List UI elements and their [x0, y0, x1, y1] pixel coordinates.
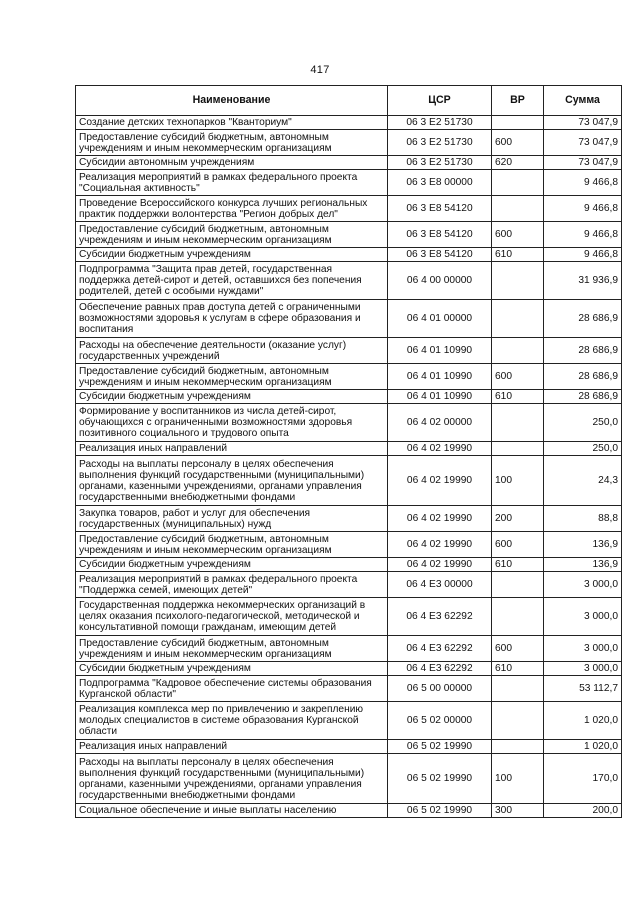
page-number: 417	[310, 64, 330, 76]
cell-csr: 06 4 01 00000	[388, 300, 492, 338]
cell-vr: 610	[492, 248, 544, 262]
table-row	[76, 222, 622, 248]
cell-vr	[492, 196, 544, 222]
cell-name: Государственная поддержка некоммерческих организаций в целях оказания психолого-педагогической, методической и консультативной помощи гражданам, имеющим детей	[76, 598, 388, 636]
table-row	[76, 804, 622, 818]
cell-sum: 250,0	[544, 442, 622, 456]
cell-sum: 200,0	[544, 804, 622, 818]
cell-vr	[492, 740, 544, 754]
cell-vr	[492, 702, 544, 740]
cell-vr: 600	[492, 364, 544, 390]
cell-csr: 06 4 E3 00000	[388, 572, 492, 598]
cell-vr	[492, 338, 544, 364]
cell-sum: 170,0	[544, 754, 622, 804]
cell-vr: 610	[492, 390, 544, 404]
cell-name: Реализация иных направлений	[76, 740, 388, 754]
cell-sum: 3 000,0	[544, 598, 622, 636]
cell-vr	[492, 676, 544, 702]
table-row	[76, 130, 622, 156]
table-row	[76, 702, 622, 740]
cell-sum: 3 000,0	[544, 662, 622, 676]
cell-csr: 06 4 02 19990	[388, 558, 492, 572]
cell-sum: 9 466,8	[544, 196, 622, 222]
cell-vr: 100	[492, 754, 544, 804]
cell-name: Предоставление субсидий бюджетным, автономным учреждениям и иным некоммерческим организациям	[76, 222, 388, 248]
cell-vr	[492, 300, 544, 338]
table-row	[76, 636, 622, 662]
cell-name: Реализация мероприятий в рамках федерального проекта "Поддержка семей, имеющих детей"	[76, 572, 388, 598]
cell-name: Создание детских технопарков "Кванториум"	[76, 116, 388, 130]
cell-name: Расходы на выплаты персоналу в целях обеспечения выполнения функций государственными (муниципальными) органами, казенными учреждениями, органами управления государственными внебюджетными фондами	[76, 754, 388, 804]
table-row	[76, 404, 622, 442]
cell-sum: 1 020,0	[544, 740, 622, 754]
cell-sum: 9 466,8	[544, 248, 622, 262]
cell-csr: 06 3 E2 51730	[388, 156, 492, 170]
table-row	[76, 390, 622, 404]
cell-vr: 600	[492, 532, 544, 558]
cell-name: Предоставление субсидий бюджетным, автономным учреждениям и иным некоммерческим организациям	[76, 364, 388, 390]
cell-sum: 28 686,9	[544, 390, 622, 404]
cell-name: Предоставление субсидий бюджетным, автономным учреждениям и иным некоммерческим организациям	[76, 636, 388, 662]
cell-sum: 136,9	[544, 532, 622, 558]
column-header-vr: ВР	[492, 86, 544, 116]
cell-vr: 600	[492, 130, 544, 156]
cell-csr: 06 5 00 00000	[388, 676, 492, 702]
table-row	[76, 364, 622, 390]
cell-name: Социальное обеспечение и иные выплаты населению	[76, 804, 388, 818]
cell-name: Формирование у воспитанников из числа детей-сирот, обучающихся с ограниченными возможностями здоровья позитивного социального и трудового опыта	[76, 404, 388, 442]
cell-csr: 06 4 01 10990	[388, 338, 492, 364]
table-row	[76, 262, 622, 300]
cell-name: Закупка товаров, работ и услуг для обеспечения государственных (муниципальных) нужд	[76, 506, 388, 532]
cell-name: Подпрограмма "Защита прав детей, государственная поддержка детей-сирот и детей, оставшихся без попечения родителей, детей с особыми нуждами"	[76, 262, 388, 300]
table-row	[76, 740, 622, 754]
cell-vr: 610	[492, 662, 544, 676]
cell-sum: 28 686,9	[544, 300, 622, 338]
table-row	[76, 558, 622, 572]
table-row	[76, 572, 622, 598]
cell-name: Обеспечение равных прав доступа детей с ограниченными возможностями здоровья к услугам в сфере образования и воспитания	[76, 300, 388, 338]
table-row	[76, 442, 622, 456]
cell-vr: 610	[492, 558, 544, 572]
cell-vr	[492, 572, 544, 598]
cell-vr: 600	[492, 222, 544, 248]
cell-csr: 06 5 02 19990	[388, 740, 492, 754]
table-row	[76, 506, 622, 532]
cell-name: Реализация комплекса мер по привлечению и закреплению молодых специалистов в системе образования Курганской области	[76, 702, 388, 740]
cell-vr	[492, 170, 544, 196]
cell-csr: 06 3 E2 51730	[388, 130, 492, 156]
cell-vr: 200	[492, 506, 544, 532]
table-row	[76, 456, 622, 506]
cell-csr: 06 4 01 10990	[388, 364, 492, 390]
cell-vr: 620	[492, 156, 544, 170]
cell-name: Субсидии бюджетным учреждениям	[76, 662, 388, 676]
cell-name: Проведение Всероссийского конкурса лучших региональных практик поддержки волонтерства "Регион добрых дел"	[76, 196, 388, 222]
cell-name: Расходы на выплаты персоналу в целях обеспечения выполнения функций государственными (муниципальными) органами, казенными учреждениями, органами управления государственными внебюджетными фондами	[76, 456, 388, 506]
table-row	[76, 156, 622, 170]
budget-table	[75, 85, 622, 818]
cell-name: Субсидии автономным учреждениям	[76, 156, 388, 170]
table-row	[76, 662, 622, 676]
table-row	[76, 532, 622, 558]
cell-csr: 06 4 02 19990	[388, 506, 492, 532]
cell-sum: 88,8	[544, 506, 622, 532]
column-header-csr: ЦСР	[388, 86, 492, 116]
table-header-row	[76, 86, 622, 116]
cell-sum: 73 047,9	[544, 156, 622, 170]
cell-csr: 06 4 01 10990	[388, 390, 492, 404]
cell-csr: 06 3 E8 54120	[388, 248, 492, 262]
table-body	[76, 116, 622, 818]
cell-sum: 9 466,8	[544, 222, 622, 248]
table-row	[76, 338, 622, 364]
cell-sum: 53 112,7	[544, 676, 622, 702]
cell-csr: 06 4 00 00000	[388, 262, 492, 300]
cell-csr: 06 5 02 00000	[388, 702, 492, 740]
table-row	[76, 170, 622, 196]
cell-csr: 06 3 E8 54120	[388, 196, 492, 222]
cell-vr	[492, 262, 544, 300]
table-row	[76, 598, 622, 636]
cell-vr: 300	[492, 804, 544, 818]
cell-name: Субсидии бюджетным учреждениям	[76, 558, 388, 572]
column-header-name: Наименование	[76, 86, 388, 116]
cell-sum: 136,9	[544, 558, 622, 572]
cell-sum: 250,0	[544, 404, 622, 442]
cell-csr: 06 3 E8 00000	[388, 170, 492, 196]
cell-name: Реализация иных направлений	[76, 442, 388, 456]
cell-csr: 06 4 02 19990	[388, 442, 492, 456]
cell-name: Субсидии бюджетным учреждениям	[76, 390, 388, 404]
cell-name: Субсидии бюджетным учреждениям	[76, 248, 388, 262]
column-header-sum: Сумма	[544, 86, 622, 116]
cell-csr: 06 4 02 00000	[388, 404, 492, 442]
cell-csr: 06 4 02 19990	[388, 532, 492, 558]
cell-vr: 100	[492, 456, 544, 506]
cell-csr: 06 3 E8 54120	[388, 222, 492, 248]
cell-csr: 06 3 E2 51730	[388, 116, 492, 130]
cell-sum: 31 936,9	[544, 262, 622, 300]
cell-name: Подпрограмма "Кадровое обеспечение системы образования Курганской области"	[76, 676, 388, 702]
cell-vr	[492, 442, 544, 456]
cell-sum: 9 466,8	[544, 170, 622, 196]
table-row	[76, 196, 622, 222]
cell-vr: 600	[492, 636, 544, 662]
cell-csr: 06 4 E3 62292	[388, 662, 492, 676]
cell-vr	[492, 116, 544, 130]
cell-csr: 06 4 E3 62292	[388, 636, 492, 662]
cell-name: Расходы на обеспечение деятельности (оказание услуг) государственных учреждений	[76, 338, 388, 364]
cell-vr	[492, 598, 544, 636]
table-row	[76, 676, 622, 702]
cell-sum: 73 047,9	[544, 130, 622, 156]
cell-sum: 3 000,0	[544, 636, 622, 662]
cell-sum: 28 686,9	[544, 364, 622, 390]
cell-sum: 28 686,9	[544, 338, 622, 364]
cell-csr: 06 5 02 19990	[388, 754, 492, 804]
cell-csr: 06 4 02 19990	[388, 456, 492, 506]
cell-vr	[492, 404, 544, 442]
table-row	[76, 300, 622, 338]
cell-sum: 1 020,0	[544, 702, 622, 740]
cell-sum: 24,3	[544, 456, 622, 506]
table-row	[76, 754, 622, 804]
cell-csr: 06 5 02 19990	[388, 804, 492, 818]
cell-sum: 3 000,0	[544, 572, 622, 598]
cell-name: Предоставление субсидий бюджетным, автономным учреждениям и иным некоммерческим организациям	[76, 130, 388, 156]
cell-name: Реализация мероприятий в рамках федерального проекта "Социальная активность"	[76, 170, 388, 196]
cell-sum: 73 047,9	[544, 116, 622, 130]
table-row	[76, 116, 622, 130]
table-row	[76, 248, 622, 262]
cell-name: Предоставление субсидий бюджетным, автономным учреждениям и иным некоммерческим организациям	[76, 532, 388, 558]
cell-csr: 06 4 E3 62292	[388, 598, 492, 636]
